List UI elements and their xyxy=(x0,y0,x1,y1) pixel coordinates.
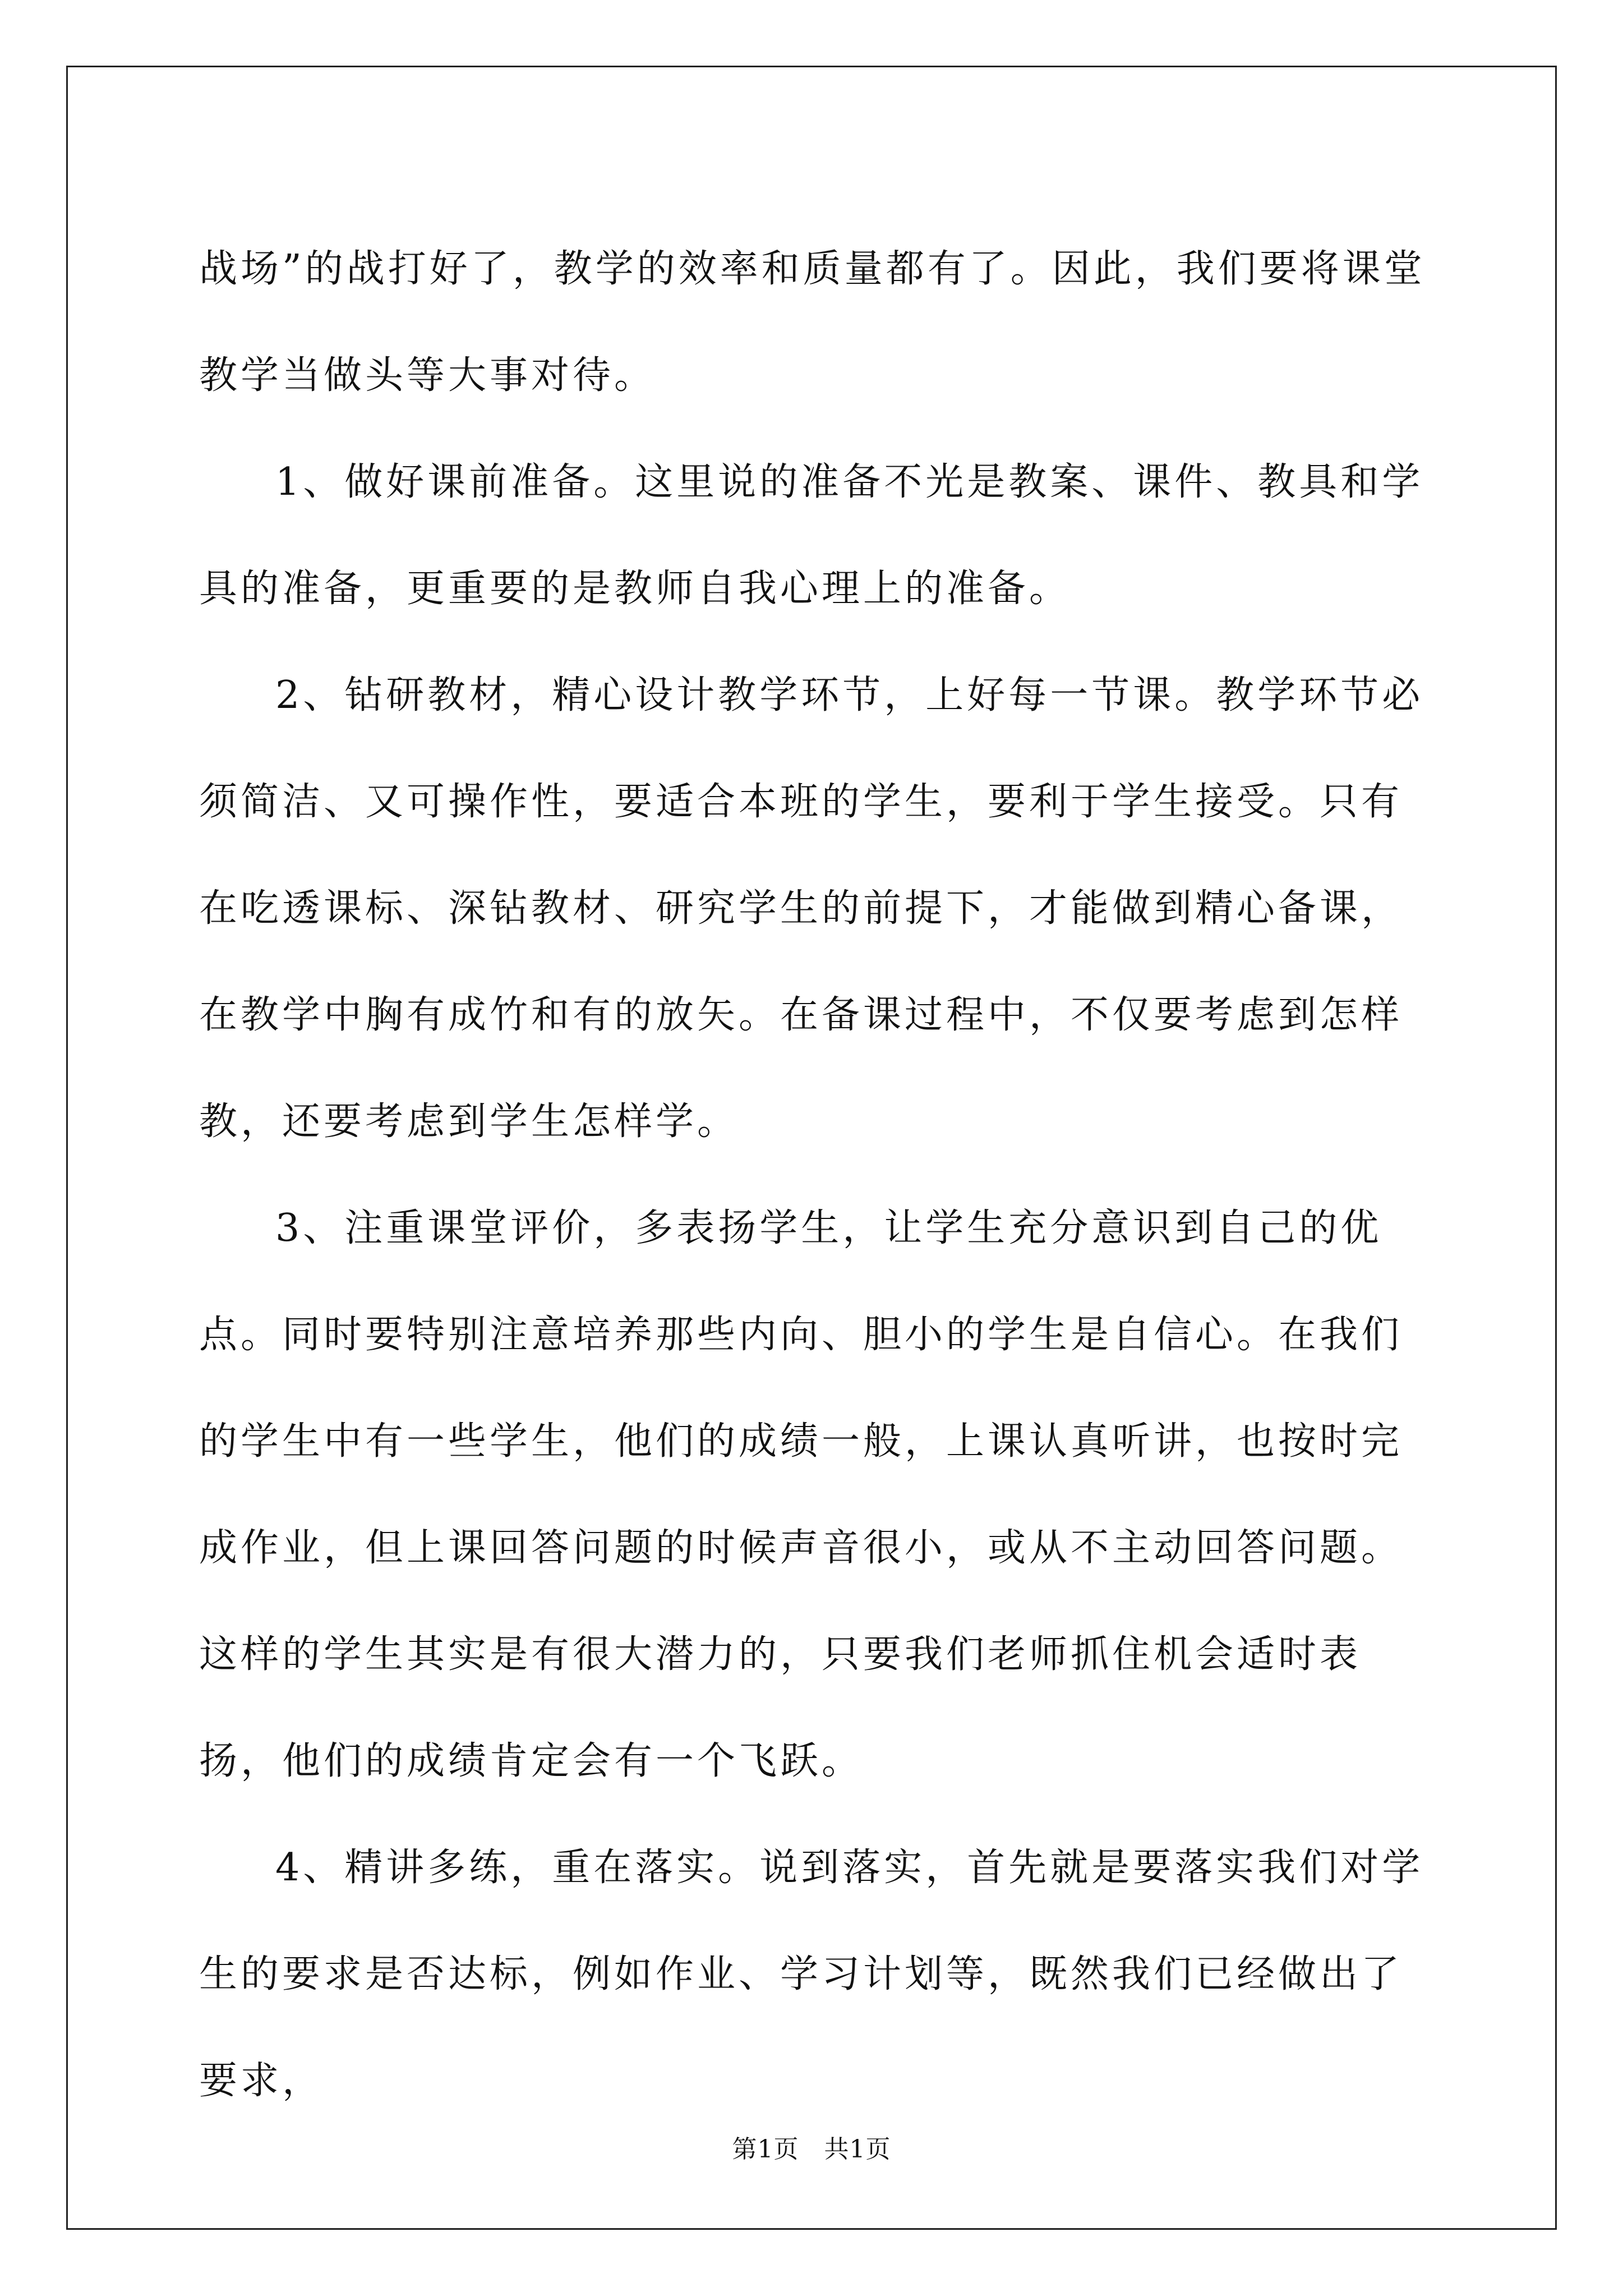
paragraph-item-4: 4、精讲多练，重在落实。说到落实，首先就是要落实我们对学生的要求是否达标，例如作业、学习计划等，既然我们已经做出了要求， xyxy=(199,1846,1424,2103)
paragraph-item-2: 2、钻研教材，精心设计教学环节，上好每一节课。教学环节必须简洁、又可操作性，要适合本班的学生，要利于学生接受。只有在吃透课标、深钻教材、研究学生的前提下，才能做到精心备课，在教学中胸有成竹和有的放矢。在备课过程中，不仅要考虑到怎样教，还要考虑到学生怎样学。 xyxy=(199,673,1424,1144)
document-body xyxy=(199,216,1433,2134)
page-number-footer: 第1页 共1页 xyxy=(732,2135,891,2164)
paragraph-intro: 战场”的战打好了，教学的效率和质量都有了。因此，我们要将课堂教学当做头等大事对待。 xyxy=(199,247,1426,398)
paragraph-item-3: 3、注重课堂评价，多表扬学生，让学生充分意识到自己的优点。同时要特别注意培养那些内向、胆小的学生是自信心。在我们的学生中有一些学生，他们的成绩一般，上课认真听讲，也按时完成作业，但上课回答问题的时候声音很小，或从不主动回答问题。这样的学生其实是有很大潜力的，只要我们老师抓住机会适时表扬，他们的成绩肯定会有一个飞跃。 xyxy=(199,1206,1403,1783)
paragraph-item-1: 1、做好课前准备。这里说的准备不光是教案、课件、教具和学具的准备，更重要的是教师自我心理上的准备。 xyxy=(199,460,1424,611)
